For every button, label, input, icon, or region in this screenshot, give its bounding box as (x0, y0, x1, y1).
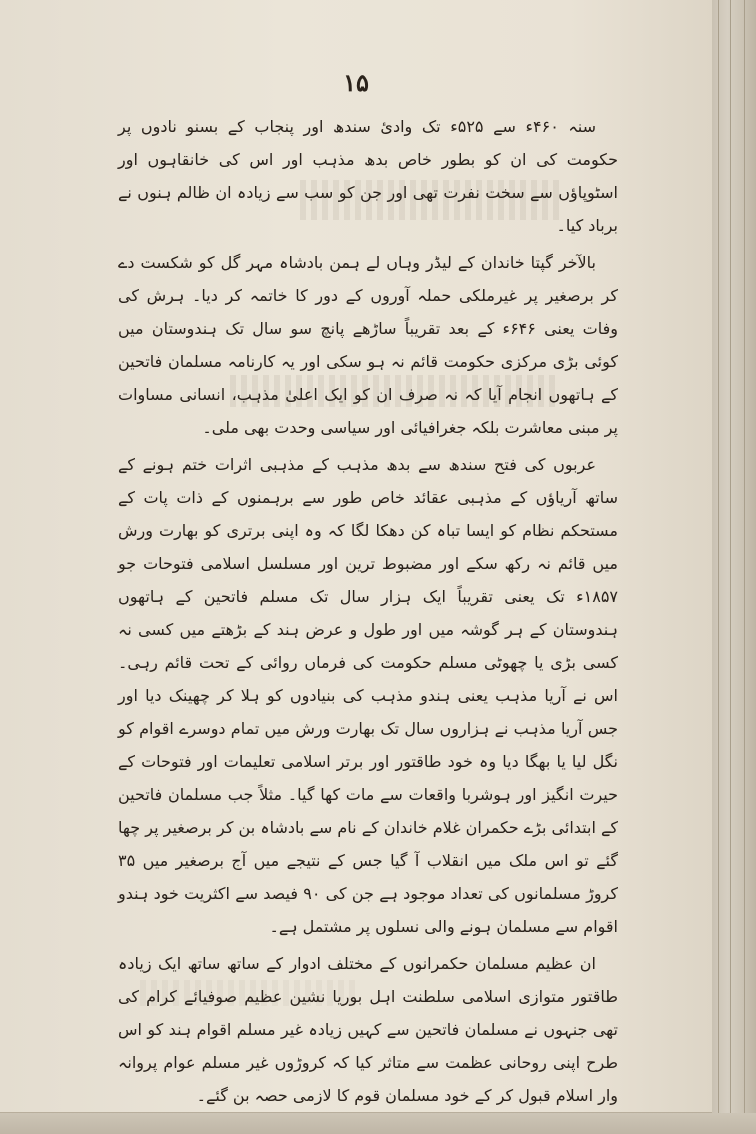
body-text (118, 110, 618, 1112)
page-edge-line (744, 0, 745, 1134)
paragraph: ان عظیم مسلمان حکمرانوں کے مختلف ادوار کے ساتھ ساتھ ایک زیادہ طاقتور متوازی اسلامی سلطنت اہل بوریا نشین عظیم صوفیائے کرام کی تھی جنہوں نے مسلمان فاتحین سے کہیں زیادہ غیر مسلم اقوام ہند کو اس طرح اپنی روحانی عظمت سے متاثر کیا کہ کروڑوں غیر مسلم عوام پروانہ وار اسلام قبول کر کے خود مسلمان قوم کا لازمی حصہ بن گئے۔ (118, 954, 618, 1105)
page-edge-line (718, 0, 719, 1134)
page-edge-line (730, 0, 731, 1134)
paragraph: عربوں کی فتح سندھ سے بدھ مذہب کے مذہبی اثرات ختم ہونے کے ساتھ آریاؤں کے مذہبی عقائد خاص طور سے برہمنوں کے ذات پات کے مستحکم نظام کو ایسا تباہ کن دھکا لگا کہ وہ اپنی برتری کو بھارت ورش میں قائم نہ رکھ سکے اور مضبوط ترین اور مسلسل اسلامی فتوحات جو ۱۸۵۷ء تک یعنی تقریباً ایک ہزار سال تک مسلم فاتحین کے ہاتھوں ہندوستان کے ہر گوشہ میں اور طول و عرض ہند کے بڑھتے میں کسی نہ کسی بڑی یا چھوٹی مسلم حکومت کی فرماں روائی کے تحت قائم رہی۔ اس نے آریا مذہب یعنی ہندو مذہب کی بنیادوں کو ہلا کر چھینک دیا اور جس آریا مذہب نے ہزاروں سال تک بھارت ورش میں تمام دوسرے اقوام کو نگل لیا یا بھگا دیا وہ خود طاقتور اور برتر اسلامی تعلیمات اور فتوحات کے حیرت انگیز اور ہوشربا واقعات سے مات کھا گیا۔ مثلاً جب مسلمان فاتحین کے ابتدائی بڑے حکمران غلام خاندان کے نام سے بادشاہ بن کر برصغیر پر چھا گئے تو اس ملک میں انقلاب آ گیا جس کے نتیجے میں آج برصغیر میں ۳۵ کروڑ مسلمانوں کی تعداد موجود ہے جن کی ۹۰ فیصد سے اکثریت خود ہندو اقوام سے مسلمان ہونے والی نسلوں پر مشتمل ہے۔ (118, 455, 619, 936)
paragraph: بالآخر گپتا خاندان کے لیڈر وہاں لے ہمن بادشاہ مہر گل کو شکست دے کر برصغیر پر غیرملکی حملہ آوروں کے دور کا خاتمہ کر دیا۔ ہرش کی وفات یعنی ۶۴۶ء کے بعد تقریباً ساڑھے پانچ سو سال تک ہندوستان میں کوئی بڑی مرکزی حکومت قائم نہ ہو سکی اور یہ کارنامہ مسلمان فاتحین کے ہاتھوں انجام آیا کہ نہ صرف ان کو ایک اعلیٰ مذہب، انسانی مساوات پر مبنی معاشرت بلکہ جغرافیائی اور سیاسی وحدت بھی ملی۔ (118, 253, 618, 437)
page-number: ۱۵ (343, 68, 369, 97)
paragraph: سنہ ۴۶۰ء سے ۵۲۵ء تک وادئ سندھ اور پنجاب کے بسنو نادوں پر حکومت کی ان کو بطور خاص بدھ مذہب اور اس کی خانقاہوں اور اسٹوپاؤں سے سخت نفرت تھی اور جن کو سب سے زیادہ ان ظالم ہنوں نے برباد کیا۔ (118, 117, 618, 235)
book-bottom-edge (0, 1113, 756, 1134)
